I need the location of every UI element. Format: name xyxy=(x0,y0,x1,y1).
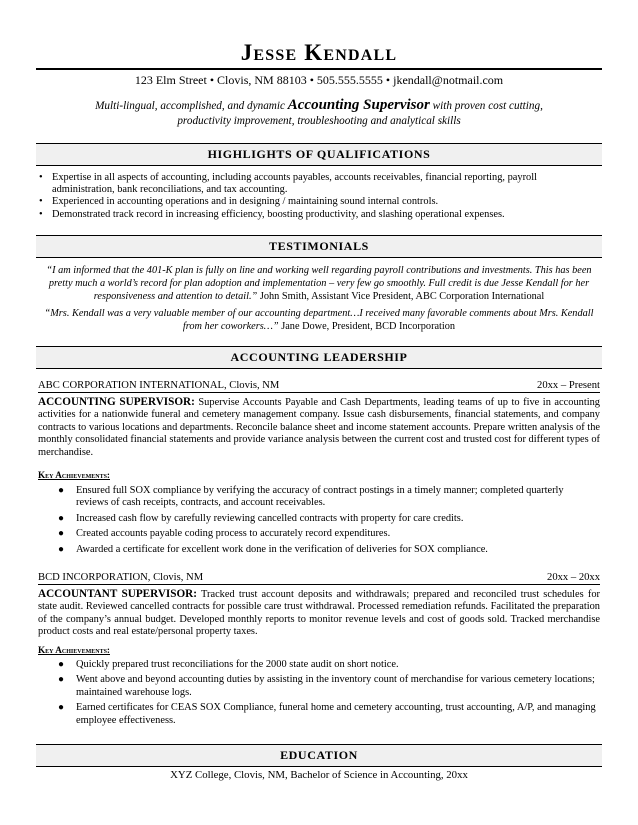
qualification-text: Demonstrated track record in increasing efficiency, boosting productivity, and slashing operational expenses. xyxy=(52,208,505,220)
qualifications-list xyxy=(38,172,598,221)
key-achievements-label: Key Achievements: xyxy=(38,470,110,480)
job-company-line xyxy=(38,572,600,585)
testimonial xyxy=(38,307,600,333)
summary-intro: Multi-lingual, accomplished, and dynamic xyxy=(95,100,288,112)
achievement-item xyxy=(58,674,598,699)
job-company-line xyxy=(38,380,600,393)
job-dates: 20xx – Present xyxy=(537,380,600,391)
key-achievements-label: Key Achievements: xyxy=(38,645,110,655)
achievements-list xyxy=(58,659,598,727)
job-description-text: Supervise Accounts Payable and Cash Departments, leading teams of up to five in accounting activities for a nationwide funeral and cemetery management company. Issue cash disbursements, financial statements, and company contracts to various locations and departments. Reconcile balance sheet and income statement accounts. Prepare written analysis of the monthly consolidated financial statements and provide variance analysis between the current cost and trusted cost for different types of merchandise. xyxy=(38,397,601,458)
testimonial xyxy=(38,264,600,303)
achievements-list xyxy=(58,485,598,556)
job-description xyxy=(38,396,600,459)
bullet-icon: ● xyxy=(58,674,65,686)
bullet-icon: ● xyxy=(58,543,65,555)
professional-summary xyxy=(80,98,558,129)
achievement-text: Earned certificates for CEAS SOX Compliance, funeral home and cemetery accounting, trust accounting, A/P, and managing employee effectiveness. xyxy=(76,702,596,726)
job-title: ACCOUNTING SUPERVISOR: xyxy=(38,396,195,408)
section-heading-leadership: ACCOUNTING LEADERSHIP xyxy=(36,346,602,369)
summary-role: Accounting Supervisor xyxy=(287,97,430,113)
job-description-text: Tracked trust account deposits and withdrawals; prepared and reconciled trust schedules for state audit. Reviewed cancelled contracts for possible care trust withdrawal. Processed remediation refunds. Facilitated the preparation of the company’s annual budget. Developed monthly reports to monitor revenue levels and cost of goods sold. Tracked merchandise product costs and real estate/personal property taxes. xyxy=(38,589,601,638)
testimonial-author: John Smith, Assistant Vice President, ABC Corporation International xyxy=(257,291,545,302)
bullet-icon: ● xyxy=(58,485,65,496)
job-title: ACCOUNTANT SUPERVISOR: xyxy=(38,588,197,600)
bullet-icon: • xyxy=(39,208,43,220)
job-company: ABC CORPORATION INTERNATIONAL, Clovis, NM xyxy=(38,380,280,391)
achievement-item xyxy=(58,702,598,727)
bullet-icon: • xyxy=(39,172,43,183)
header-rule xyxy=(36,68,602,70)
bullet-icon: ● xyxy=(58,702,65,714)
section-heading-education: EDUCATION xyxy=(36,744,602,767)
section-heading-testimonials: TESTIMONIALS xyxy=(36,235,602,258)
achievement-item xyxy=(58,528,598,540)
qualification-item xyxy=(38,209,598,221)
achievement-item xyxy=(58,659,598,671)
achievement-text: Created accounts payable coding process to accurately record expenditures. xyxy=(76,528,391,540)
contact-line: 123 Elm Street • Clovis, NM 88103 • 505.555.5555 • jkendall@notmail.com xyxy=(134,73,504,87)
bullet-icon: ● xyxy=(58,659,65,670)
achievement-item xyxy=(58,513,598,525)
job-company: BCD INCORPORATION, Clovis, NM xyxy=(38,572,204,583)
testimonial-author: Jane Dowe, President, BCD Incorporation xyxy=(278,321,456,332)
bullet-icon: ● xyxy=(58,528,65,540)
achievement-text: Ensured full SOX compliance by verifying the accuracy of contract postings in a timely manner; completed quarterly reviews of cash receipts, contracts, and account receivables. xyxy=(76,485,564,509)
testimonial-quote: “Mrs. Kendall was a very valuable member of our accounting department…I received many favorable comments about Mrs. Kendall from her coworkers…” xyxy=(44,308,594,332)
achievement-text: Awarded a certificate for excellent work done in the verification of deliveries for SOX compliance. xyxy=(76,543,488,555)
summary-rest: with proven cost cutting, productivity improvement, troubleshooting and analytical skills xyxy=(177,100,543,127)
achievement-item xyxy=(58,544,598,556)
bullet-icon: ● xyxy=(58,512,65,524)
bullet-icon: • xyxy=(39,196,43,208)
candidate-name: Jesse Kendall xyxy=(240,40,398,65)
achievement-text: Quickly prepared trust reconciliations for the 2000 state audit on short notice. xyxy=(76,659,399,670)
section-heading-qualifications: HIGHLIGHTS OF QUALIFICATIONS xyxy=(36,143,602,166)
job-dates: 20xx – 20xx xyxy=(547,572,600,583)
testimonial-quote: “I am informed that the 401-K plan is fully on line and working well regarding payroll contributions and investments. This has been pretty much a world’s record for plan adoption and implementation – very few go smoothly. Full credit is due Jesse Kendall for her responsiveness and attention to detail.” xyxy=(46,265,592,302)
job-description xyxy=(38,588,600,639)
qualification-text: Expertise in all aspects of accounting, including accounts payables, accounts receivables, financial reporting, payroll administration, bank reconciliations, and tax accounting. xyxy=(52,172,538,196)
achievement-item xyxy=(58,485,598,510)
qualification-item xyxy=(38,196,598,208)
education-entry: XYZ College, Clovis, NM, Bachelor of Science in Accounting, 20xx xyxy=(170,769,468,781)
achievement-text: Went above and beyond accounting duties by assisting in the inventory count of merchandise for various cemetery locations; maintained warehouse logs. xyxy=(76,674,595,698)
qualification-item xyxy=(38,172,598,196)
qualification-text: Experienced in accounting operations and in designing / maintaining sound internal controls. xyxy=(52,196,439,208)
achievement-text: Increased cash flow by carefully reviewing cancelled contracts with property for care credits. xyxy=(76,512,464,524)
